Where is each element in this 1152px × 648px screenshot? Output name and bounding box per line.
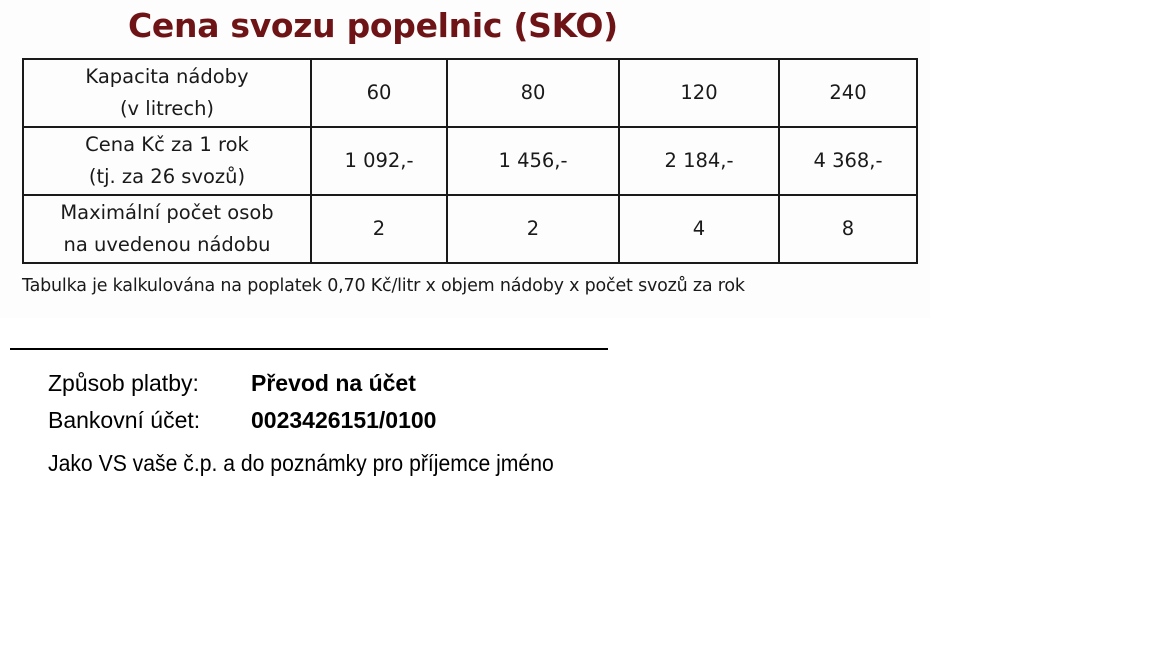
table-cell: 120 [619,59,779,127]
row-header-line: Kapacita nádoby [85,65,249,88]
table-footnote: Tabulka je kalkulována na poplatek 0,70 Kč/litr x objem nádoby x počet svozů za rok [22,276,745,296]
table-cell: 2 184,- [619,127,779,195]
payment-method-value: Převod na účet [251,370,416,396]
row-header-line: (v litrech) [119,97,215,120]
row-header-line: Maximální počet osob [60,201,274,224]
row-header-line: Cena Kč za 1 rok [85,133,249,156]
bank-account-value: 0023426151/0100 [251,407,437,433]
row-header-persons [23,195,311,263]
table-cell: 2 [311,195,447,263]
table-row-price [23,127,917,195]
table-cell: 4 [619,195,779,263]
table-cell: 60 [311,59,447,127]
table-cell: 2 [447,195,619,263]
payment-instructions: Jako VS vaše č.p. a do poznámky pro příjemce jméno [48,450,554,476]
payment-method-label: Způsob platby: [48,370,199,396]
table-row-capacity [23,59,917,127]
row-header-capacity [23,59,311,127]
price-table [22,58,918,264]
payment-method-row [48,370,416,397]
table-cell: 4 368,- [779,127,917,195]
table-row-persons [23,195,917,263]
price-panel [0,0,930,318]
table-cell: 240 [779,59,917,127]
divider-line [10,348,608,350]
table-cell: 1 092,- [311,127,447,195]
table-cell: 80 [447,59,619,127]
table-cell: 8 [779,195,917,263]
row-header-line: (tj. za 26 svozů) [88,165,246,188]
row-header-line: na uvedenou nádobu [63,233,271,256]
page-title: Cena svozu popelnic (SKO) [128,6,618,45]
row-header-price [23,127,311,195]
table-cell: 1 456,- [447,127,619,195]
bank-account-row [48,407,436,434]
bank-account-label: Bankovní účet: [48,407,201,433]
